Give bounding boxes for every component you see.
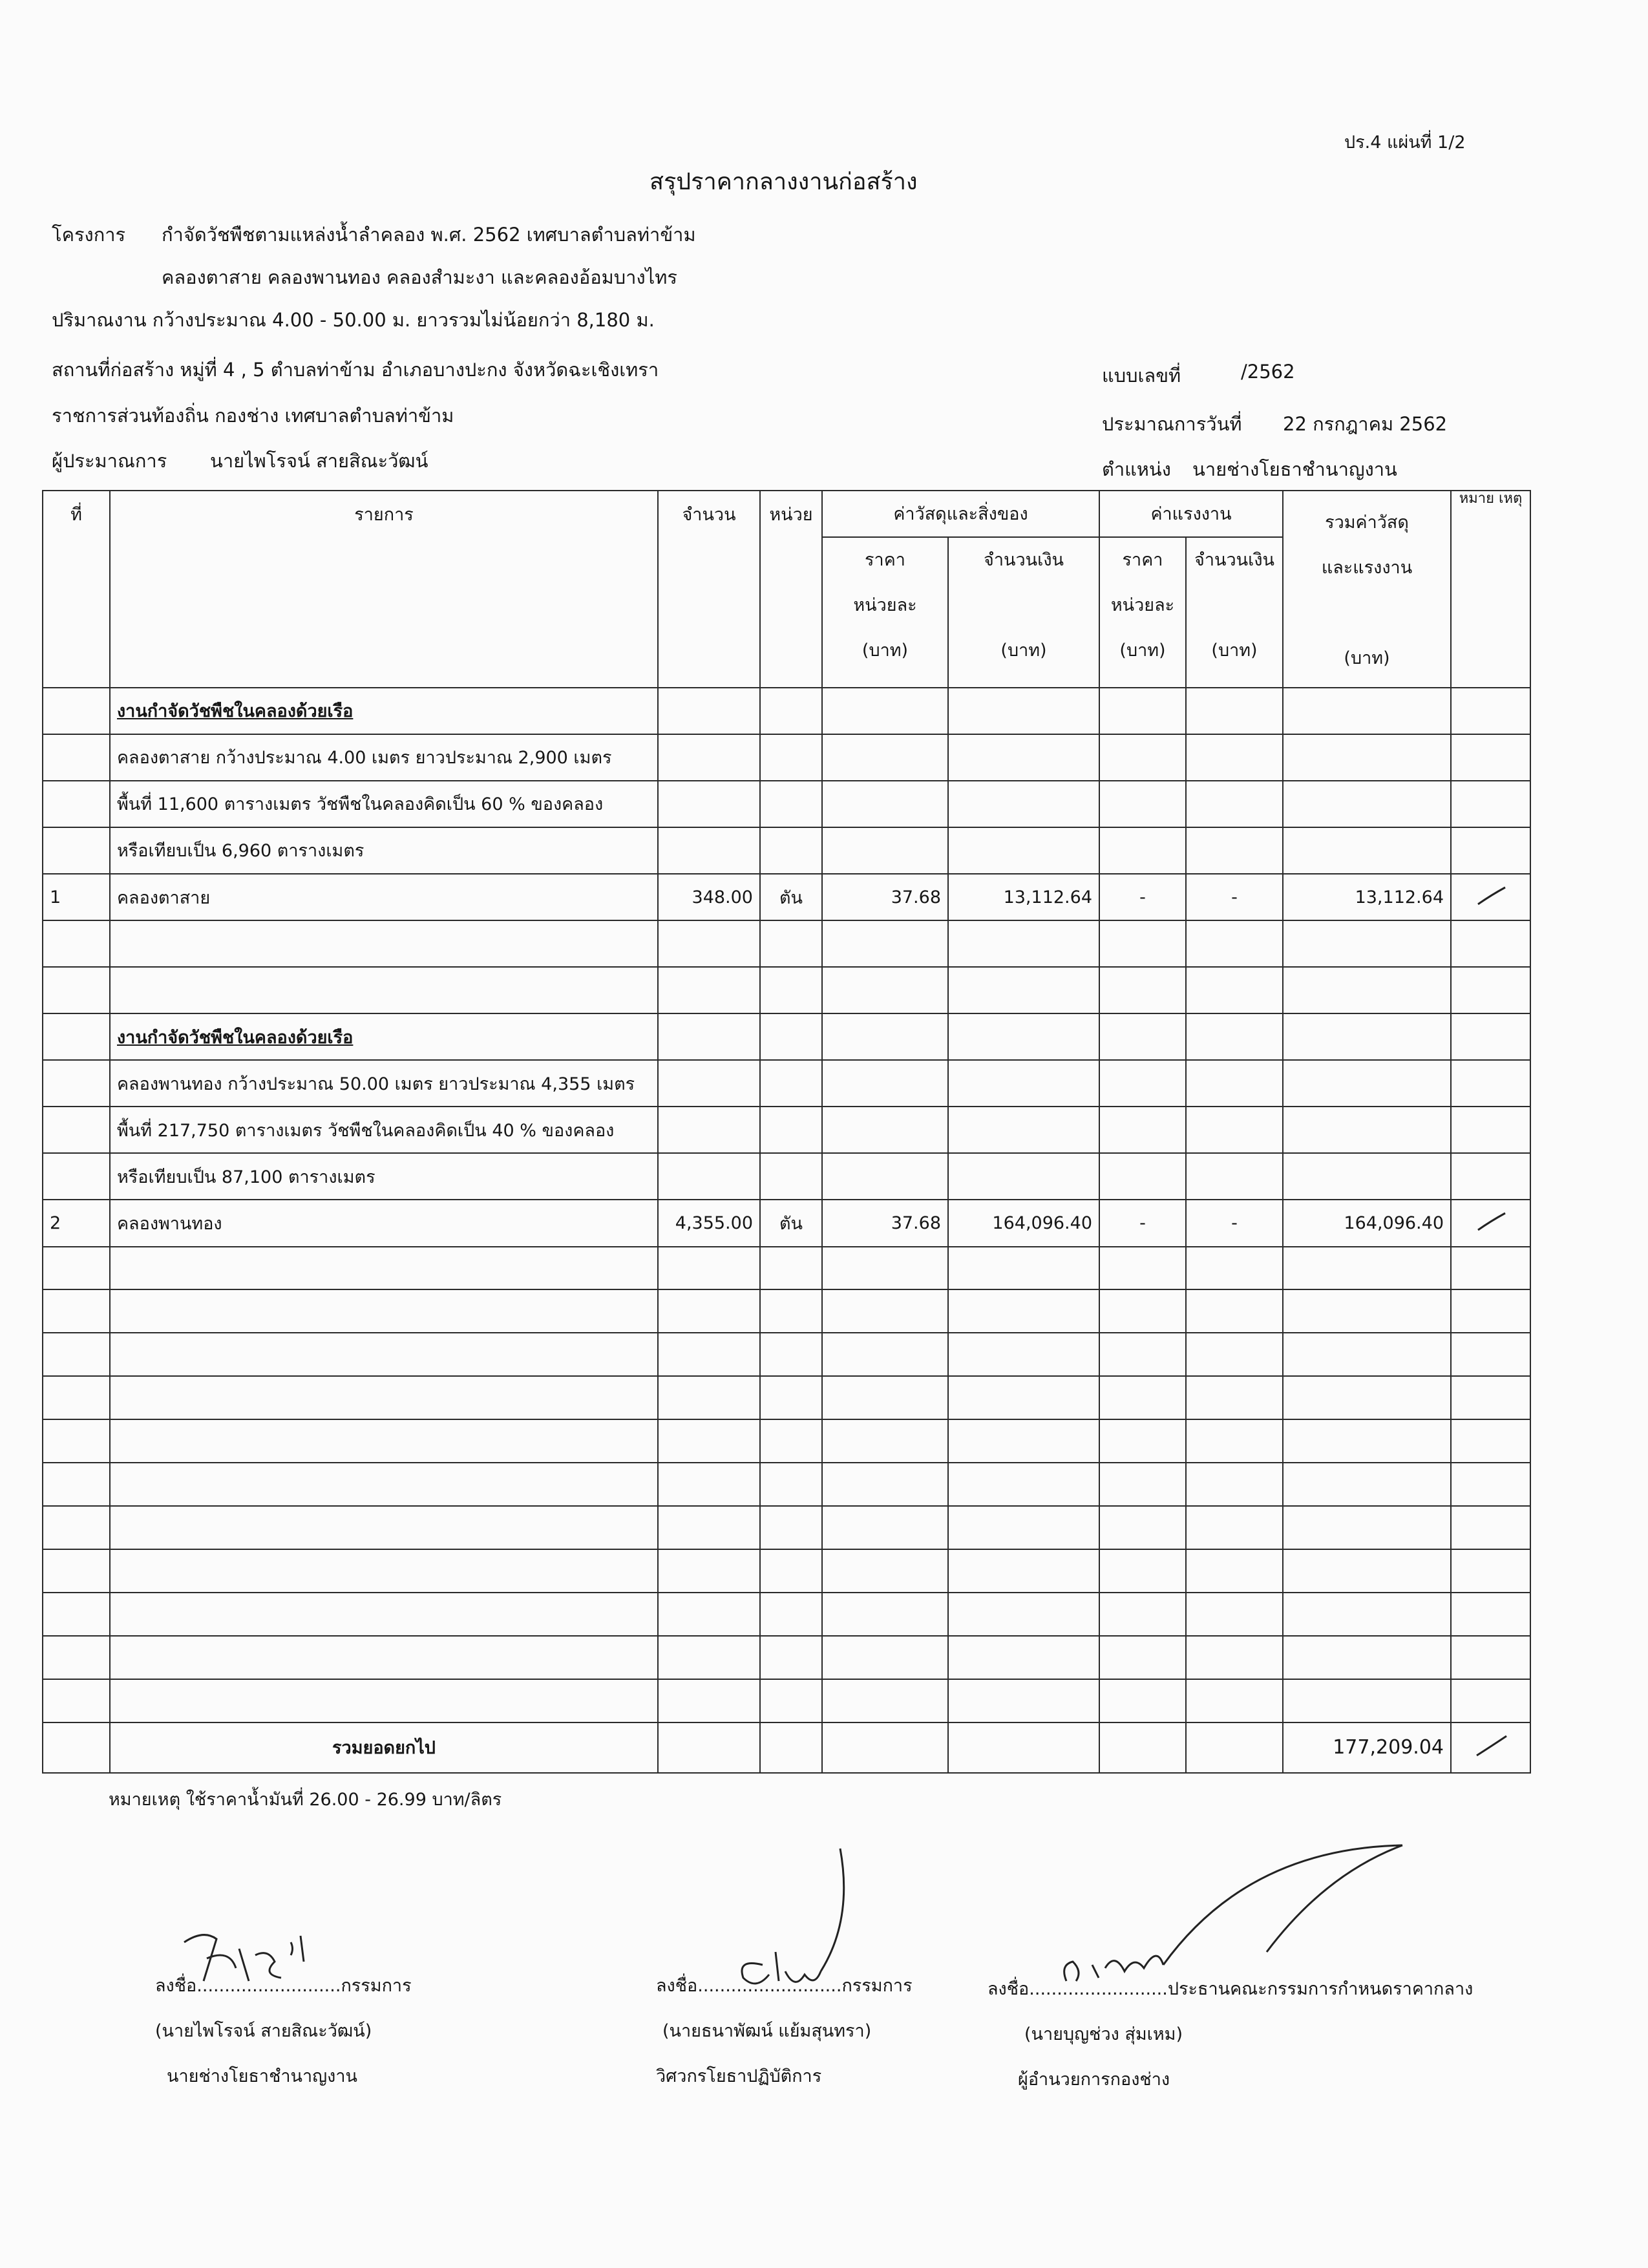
header-total [1283, 491, 1451, 688]
header-no: ที่ [43, 491, 110, 688]
item-row-1 [43, 874, 1530, 920]
mat-amount-label: จำนวนเงิน [984, 549, 1064, 570]
header-total-line-1: รวมค่าวัสดุ [1325, 513, 1409, 533]
signatory-2-title: วิศวกรโยธาปฏิบัติการ [656, 2066, 822, 2086]
estimate-date-label: ประมาณการวันที่ [1102, 413, 1242, 435]
signatory-3-name: (นายบุญช่วง สุ่มเหม) [1024, 2024, 1183, 2044]
estimator-name: นายไพโรจน์ สายสิณะวัฒน์ [210, 450, 428, 472]
header-labor-amount [1186, 537, 1283, 688]
item-2-no: 2 [43, 1200, 110, 1246]
lab-price-baht: (บาท) [1119, 640, 1166, 661]
mat-per-unit-label: หน่วยละ [853, 595, 917, 615]
item-row-2 [43, 1200, 1530, 1246]
item-1-total: 13,112.64 [1283, 874, 1451, 920]
table-row [43, 920, 1530, 967]
table-row [43, 1333, 1530, 1376]
quantity-line: ปริมาณงาน กว้างประมาณ 4.00 - 50.00 ม. ยาวรวมไม่น้อยกว่า 8,180 ม. [52, 309, 655, 331]
header-remark: หมาย เหตุ [1451, 491, 1530, 688]
section-1-desc-1: คลองตาสาย กว้างประมาณ 4.00 เมตร ยาวประมาณ 2,900 เมตร [110, 734, 658, 781]
table-row [43, 1060, 1530, 1107]
header-item: รายการ [110, 491, 658, 688]
signatory-1-name: (นายไพโรจน์ สายสิณะวัฒน์) [155, 2021, 372, 2041]
position-value: นายช่างโยธาชำนาญงาน [1192, 458, 1397, 480]
section-1-desc-2: พื้นที่ 11,600 ตารางเมตร วัชพืชในคลองคิดเป็น 60 % ของคลอง [110, 781, 658, 827]
form-number-label: แบบเลขที่ [1102, 365, 1181, 387]
carry-forward-total: 177,209.04 [1283, 1722, 1451, 1773]
item-1-unit: ตัน [760, 874, 822, 920]
sign-role: ประธานคณะกรรมการกำหนดราคากลาง [1167, 1979, 1474, 1999]
lab-price-label: ราคา [1122, 549, 1163, 570]
project-line-1: กำจัดวัชพืชตามแหล่งน้ำลำคลอง พ.ศ. 2562 เทศบาลตำบลท่าข้าม [162, 224, 696, 246]
form-number-value: /2562 [1241, 361, 1295, 383]
check-mark-icon [1451, 1722, 1530, 1773]
table-row [43, 1013, 1530, 1060]
section-1-heading: งานกำจัดวัชพืชในคลองด้วยเรือ [110, 688, 658, 734]
table-row [43, 781, 1530, 827]
header-unit: หน่วย [760, 491, 822, 688]
table-row [43, 1593, 1530, 1636]
table-row [43, 1153, 1530, 1200]
mat-price-label: ราคา [865, 549, 905, 570]
sign-prefix: ลงชื่อ [155, 1976, 197, 1996]
table-row [43, 1419, 1530, 1463]
location-line: สถานที่ก่อสร้าง หมู่ที่ 4 , 5 ตำบลท่าข้าม อำเภอบางปะกง จังหวัดฉะเชิงเทรา [52, 359, 659, 381]
mat-amount-baht: (บาท) [1000, 640, 1047, 661]
sign-prefix: ลงชื่อ [656, 1976, 698, 1996]
form-reference: ปร.4 แผ่นที่ 1/2 [1344, 132, 1466, 153]
section-1-desc-3: หรือเทียบเป็น 6,960 ตารางเมตร [110, 827, 658, 874]
section-2-desc-3: หรือเทียบเป็น 87,100 ตารางเมตร [110, 1153, 658, 1200]
project-label: โครงการ [52, 224, 126, 246]
item-1-labor-price: - [1099, 874, 1186, 920]
item-2-quantity: 4,355.00 [658, 1200, 760, 1246]
item-1-material-price: 37.68 [822, 874, 948, 920]
item-2-name: คลองพานทอง [110, 1200, 658, 1246]
table-row [43, 1636, 1530, 1679]
header-material-amount [948, 537, 1099, 688]
item-2-labor-amount: - [1186, 1200, 1283, 1246]
project-line-2: คลองตาสาย คลองพานทอง คลองสำมะงา และคลองอ้อมบางไทร [162, 266, 677, 288]
header-labor-group: ค่าแรงงาน [1099, 491, 1283, 537]
sign-prefix: ลงชื่อ [988, 1979, 1030, 1999]
item-1-material-amount: 13,112.64 [948, 874, 1099, 920]
handwritten-signature-1 [178, 1923, 326, 1994]
handwritten-signature-3 [1053, 1836, 1415, 1991]
mat-price-baht: (บาท) [861, 640, 909, 661]
sign-role: กรรมการ [841, 1976, 913, 1996]
handwritten-signature-2 [724, 1842, 892, 1997]
header-total-unit: (บาท) [1344, 648, 1390, 668]
table-row [43, 1679, 1530, 1722]
page-title: สรุปราคากลางงานก่อสร้าง [650, 169, 918, 195]
item-2-material-price: 37.68 [822, 1200, 948, 1246]
carry-forward-row [43, 1722, 1530, 1773]
position-label: ตำแหน่ง [1102, 458, 1171, 480]
item-2-labor-price: - [1099, 1200, 1186, 1246]
signatory-3-title: ผู้อำนวยการกองช่าง [1018, 2070, 1170, 2090]
signature-line-3: ลงชื่อ.........................ประธานคณะกรรมการกำหนดราคากลาง [988, 1979, 1474, 1999]
table-row [43, 1107, 1530, 1153]
lab-amount-label: จำนวนเงิน [1194, 549, 1274, 570]
header-quantity: จำนวน [658, 491, 760, 688]
sign-role: กรรมการ [341, 1976, 412, 1996]
table-row [43, 827, 1530, 874]
item-1-quantity: 348.00 [658, 874, 760, 920]
section-2-desc-1: คลองพานทอง กว้างประมาณ 50.00 เมตร ยาวประมาณ 4,355 เมตร [110, 1060, 658, 1107]
check-mark-icon [1451, 1200, 1530, 1246]
header-labor-price [1099, 537, 1186, 688]
table-row [43, 1289, 1530, 1333]
header-material-price [822, 537, 948, 688]
signatory-1-title: นายช่างโยธาชำนาญงาน [167, 2066, 357, 2086]
agency-line: ราชการส่วนท้องถิ่น กองช่าง เทศบาลตำบลท่าข้าม [52, 405, 454, 427]
header-material-group: ค่าวัสดุและสิ่งของ [822, 491, 1099, 537]
estimate-date-value: 22 กรกฎาคม 2562 [1283, 413, 1448, 435]
carry-forward-label: รวมยอดยกไป [110, 1722, 658, 1773]
item-1-labor-amount: - [1186, 874, 1283, 920]
signature-line-2: ลงชื่อ..........................กรรมการ [656, 1976, 913, 1996]
table-row [43, 734, 1530, 781]
item-2-unit: ตัน [760, 1200, 822, 1246]
table-row [43, 1376, 1530, 1419]
signature-line-1: ลงชื่อ..........................กรรมการ [155, 1976, 412, 1996]
check-mark-icon [1451, 874, 1530, 920]
lab-amount-baht: (บาท) [1211, 640, 1258, 661]
note: หมายเหตุ ใช้ราคาน้ำมันที่ 26.00 - 26.99 บาท/ลิตร [109, 1790, 502, 1810]
table-row [43, 1463, 1530, 1506]
item-2-total: 164,096.40 [1283, 1200, 1451, 1246]
item-1-no: 1 [43, 874, 110, 920]
table-row [43, 1506, 1530, 1549]
section-2-desc-2: พื้นที่ 217,750 ตารางเมตร วัชพืชในคลองคิดเป็น 40 % ของคลอง [110, 1107, 658, 1153]
header-total-line-2: และแรงงาน [1321, 558, 1413, 578]
item-1-name: คลองตาสาย [110, 874, 658, 920]
table-row [43, 1549, 1530, 1593]
item-2-material-amount: 164,096.40 [948, 1200, 1099, 1246]
table-row [43, 1247, 1530, 1290]
header-row-1 [43, 491, 1530, 537]
lab-per-unit-label: หน่วยละ [1110, 595, 1175, 615]
section-2-heading: งานกำจัดวัชพืชในคลองด้วยเรือ [110, 1013, 658, 1060]
estimator-label: ผู้ประมาณการ [52, 450, 167, 472]
table-row [43, 688, 1530, 734]
table-row [43, 967, 1530, 1013]
price-table [42, 490, 1531, 1774]
signatory-2-name: (นายธนาพัฒน์ แย้มสุนทรา) [662, 2021, 872, 2041]
